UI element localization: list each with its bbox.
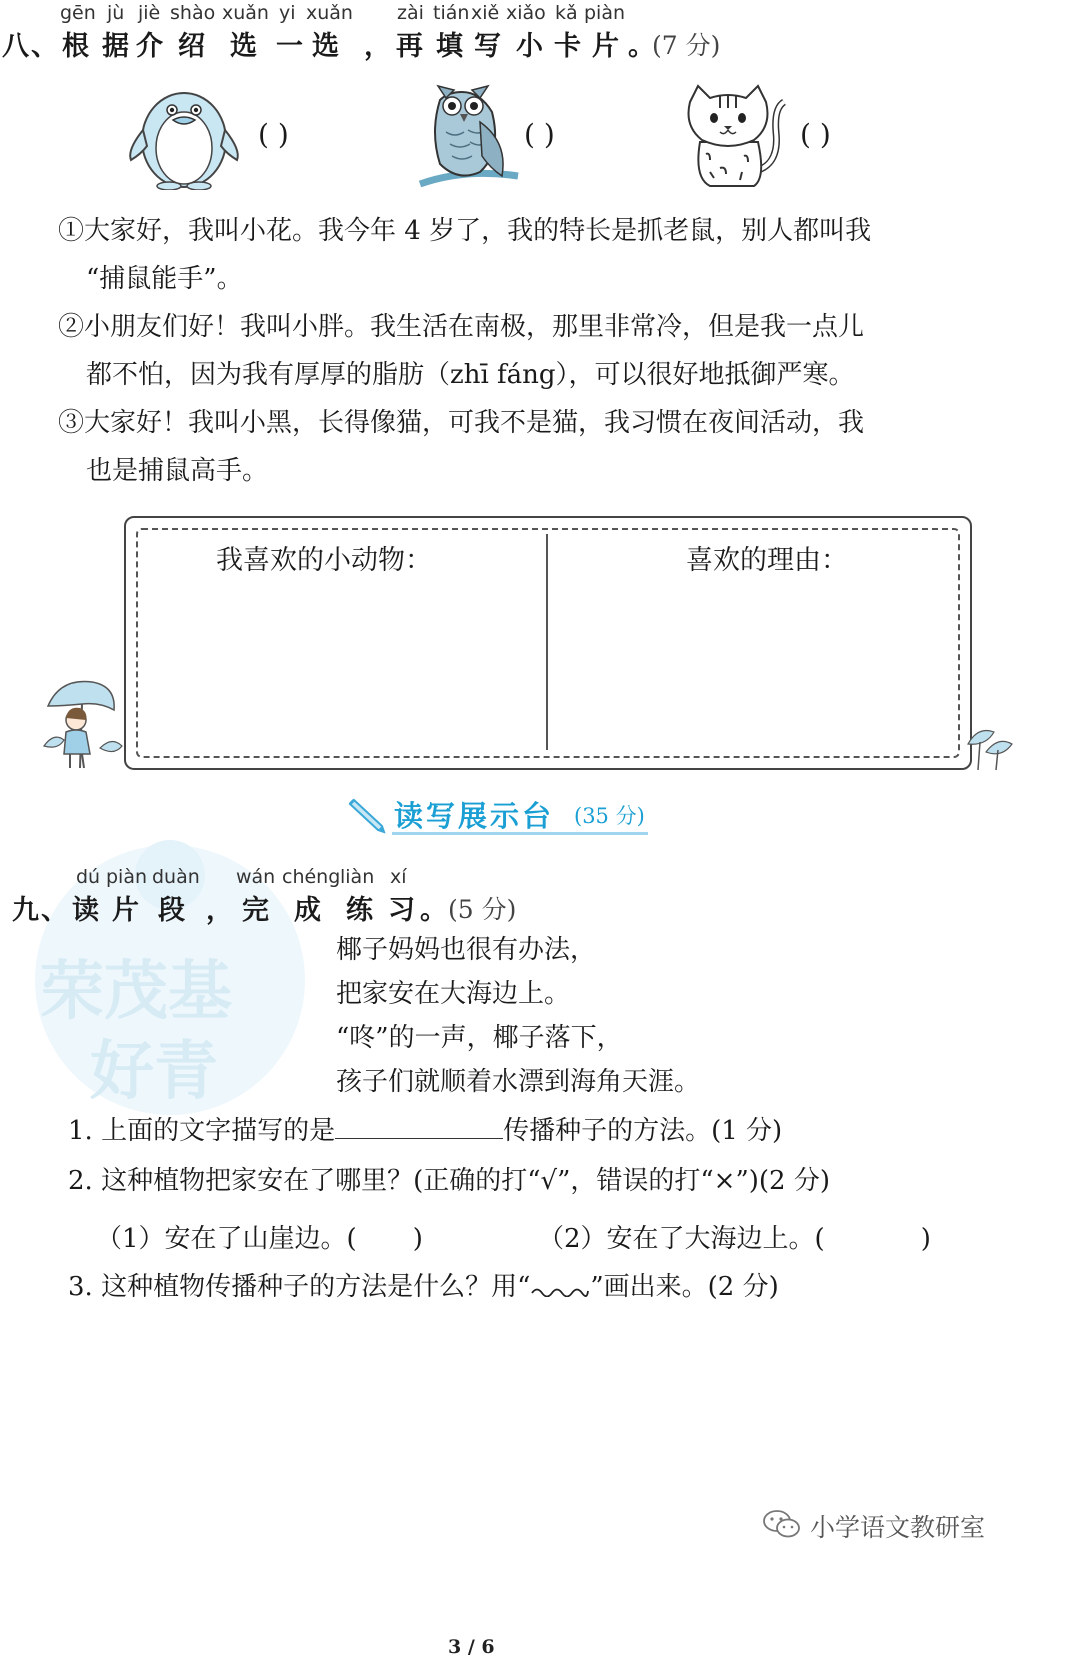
pinyin: yi xyxy=(279,2,296,24)
heading-char: 小 xyxy=(516,31,545,62)
card-left-answer-area[interactable] xyxy=(146,588,536,738)
wavy-line-icon xyxy=(530,1283,590,1297)
pinyin: xiě xyxy=(471,2,500,24)
banner-title: 读写展示台 xyxy=(394,799,555,833)
heading-char: 习 xyxy=(388,895,417,926)
penguin-icon xyxy=(125,78,243,190)
pinyin: tián xyxy=(433,2,470,24)
question-3-prefix: 3. 这种植物传播种子的方法是什么？用“ xyxy=(68,1272,531,1302)
pinyin: liàn xyxy=(340,866,375,888)
heading-char: 片 xyxy=(592,31,621,62)
wechat-icon xyxy=(762,1508,802,1540)
heading-char: 。 xyxy=(628,31,657,62)
plant-image xyxy=(964,722,1014,772)
wechat-account-name: 小学语文教研室 xyxy=(810,1513,986,1542)
heading-char: 根 xyxy=(62,31,91,62)
question-3-suffix: ”画出来。(2 分) xyxy=(590,1272,779,1302)
section8-pinyin xyxy=(0,4,800,26)
pinyin: chéng xyxy=(282,866,341,888)
girl-leaf-image xyxy=(40,676,124,772)
pinyin: xuǎn xyxy=(306,2,353,24)
card-left-title: 我喜欢的小动物： xyxy=(216,545,432,576)
paragraph-1-line2: “捕鼠能手”。 xyxy=(86,264,243,294)
heading-char: 卡 xyxy=(554,31,583,62)
pinyin: shào xyxy=(170,2,216,24)
section9-score: (5 分) xyxy=(448,895,517,924)
option-1-close: ) xyxy=(412,1224,423,1254)
owl-icon xyxy=(410,72,520,192)
cat-image xyxy=(680,82,786,192)
pinyin: duàn xyxy=(152,866,200,888)
heading-char: 介 xyxy=(136,31,165,62)
option-1-text: （1）安在了山崖边。( xyxy=(96,1224,357,1254)
heading-char: 练 xyxy=(346,895,375,926)
section9-heading xyxy=(0,888,600,924)
paragraph-2-line2: 都不怕，因为我有厚厚的脂肪（zhī fáng），可以很好地抵御严寒。 xyxy=(86,360,855,390)
banner-underline xyxy=(392,832,648,835)
paragraph-2-line1: ②小朋友们好！我叫小胖。我生活在南极，那里非常冷，但是我一点儿 xyxy=(58,312,865,342)
question-1-blank[interactable] xyxy=(335,1112,503,1139)
girl-with-leaf-icon xyxy=(40,676,124,772)
question-1-prefix: 1. 上面的文字描写的是 xyxy=(68,1116,336,1146)
paragraph-3-line2: 也是捕鼠高手。 xyxy=(86,456,269,486)
cat-answer-paren[interactable]: ( ) xyxy=(800,118,831,151)
heading-char: 。 xyxy=(420,895,449,926)
section8-score: (7 分) xyxy=(652,31,721,60)
heading-char: 写 xyxy=(474,31,503,62)
heading-char: 九、 xyxy=(12,895,70,926)
heading-char: 填 xyxy=(436,31,465,62)
watermark-line1: 荣茂基 xyxy=(40,955,232,1029)
pinyin: piàn xyxy=(106,866,148,888)
heading-char: 段 xyxy=(158,895,187,926)
heading-char: 再 xyxy=(396,31,425,62)
pinyin: piàn xyxy=(584,2,626,24)
pinyin: kǎ xyxy=(555,2,578,24)
animal-card xyxy=(124,516,972,770)
pinyin: gēn xyxy=(60,2,96,24)
cat-icon xyxy=(680,82,786,192)
pencil-icon xyxy=(344,796,392,836)
question-2-option-2 xyxy=(538,1218,931,1255)
heading-char: 选 xyxy=(312,31,341,62)
question-2: 2. 这种植物把家安在了哪里？(正确的打“√”，错误的打“×”)(2 分) xyxy=(68,1166,830,1196)
poem-line-1: 椰子妈妈也很有办法， xyxy=(336,935,597,965)
wechat-watermark xyxy=(762,1504,1022,1544)
question-1-suffix: 传播种子的方法。(1 分) xyxy=(503,1116,783,1146)
watermark-line2: 好青 xyxy=(90,1035,218,1109)
question-3 xyxy=(68,1266,779,1303)
poem-line-2: 把家安在大海边上。 xyxy=(336,979,571,1009)
question-1 xyxy=(68,1110,782,1147)
page-number: 3 / 6 xyxy=(448,1636,495,1658)
heading-char: 完 xyxy=(242,895,271,926)
card-right-title: 喜欢的理由： xyxy=(686,545,848,576)
section9-pinyin xyxy=(0,868,600,890)
heading-char: 成 xyxy=(294,895,323,926)
pinyin: xí xyxy=(390,866,407,888)
paragraph-1-line1: ①大家好，我叫小花。我今年 4 岁了，我的特长是抓老鼠，别人都叫我 xyxy=(58,216,872,246)
pinyin: jù xyxy=(107,2,125,24)
pinyin: xuǎn xyxy=(222,2,269,24)
owl-image xyxy=(410,72,520,192)
heading-char: 一 xyxy=(276,31,305,62)
watermark xyxy=(20,820,320,1120)
card-right-answer-area[interactable] xyxy=(556,588,946,738)
pinyin: jiè xyxy=(138,2,161,24)
card-divider xyxy=(546,534,548,750)
pinyin: wán xyxy=(236,866,276,888)
heading-char: 八、 xyxy=(2,31,60,62)
reading-writing-banner xyxy=(344,794,664,840)
poem-line-3: “咚”的一声，椰子落下， xyxy=(336,1023,623,1053)
owl-answer-paren[interactable]: ( ) xyxy=(524,118,555,151)
pinyin: xiǎo xyxy=(506,2,546,24)
poem-line-4: 孩子们就顺着水漂到海角天涯。 xyxy=(336,1067,701,1097)
section8-heading xyxy=(0,24,800,60)
option-2-close: ) xyxy=(920,1224,931,1254)
question-2-option-1 xyxy=(96,1218,423,1255)
option-2-text: （2）安在了大海边上。( xyxy=(538,1224,825,1254)
heading-char: 选 xyxy=(230,31,259,62)
heading-char: 读 xyxy=(72,895,101,926)
banner-score: (35 分) xyxy=(574,804,645,828)
heading-char: 片 xyxy=(112,895,141,926)
heading-char: ， xyxy=(206,895,235,926)
penguin-answer-paren[interactable]: ( ) xyxy=(258,118,289,151)
heading-char: 据 xyxy=(102,31,131,62)
penguin-image xyxy=(125,78,243,190)
paragraph-3-line1: ③大家好！我叫小黑，长得像猫，可我不是猫，我习惯在夜间活动，我 xyxy=(58,408,865,438)
plant-leaves-icon xyxy=(964,722,1014,772)
heading-char: 绍 xyxy=(178,31,207,62)
heading-char: ， xyxy=(364,31,393,62)
pinyin: zài xyxy=(397,2,424,24)
pinyin: dú xyxy=(76,866,101,888)
